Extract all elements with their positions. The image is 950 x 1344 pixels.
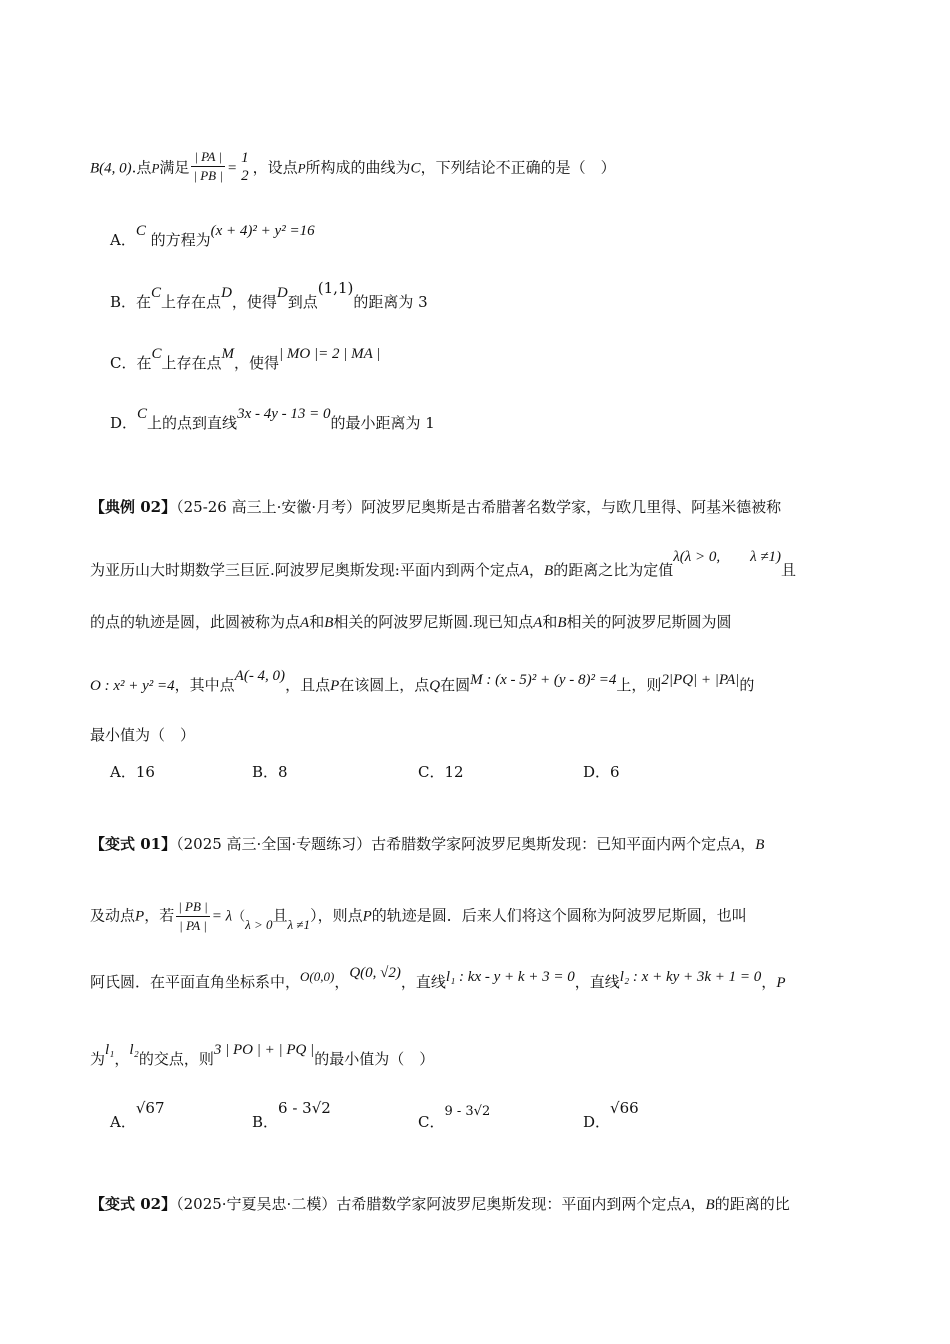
- variant-tag: 【变式 02】: [90, 1195, 177, 1213]
- ex2-line-2: 为亚历山大时期数学三巨匠.阿波罗尼奥斯发现:平面内到两个定点A，B的距离之比为定值λ(λ > 0, λ ≠1)且: [90, 549, 797, 579]
- q1-option-c: C．在C上存在点M，使得| MO |= 2 | MA |: [110, 346, 381, 372]
- fraction-pa-pb: $\frac{| PA |}{| PB |}$: [193, 149, 223, 183]
- q1-option-b: B．在C上存在点D，使得D到点(1,1)的距离为 3: [110, 279, 428, 311]
- variant-tag: 【变式 01】: [90, 835, 177, 853]
- ex2-line-1: 【典例 02】（25-26 高三上·安徽·月考）阿波罗尼奥斯是古希腊著名数学家，与欧几里得、阿基米德被称: [90, 498, 782, 516]
- math-equation: (x + 4)² + y² =16: [210, 223, 315, 239]
- q1-option-a: A．C 的方程为(x + 4)² + y² =16: [110, 223, 315, 249]
- var1-option-a: A．√67: [110, 1099, 165, 1131]
- ex2-line-3: 的点的轨迹是圆，此圆被称为点A和B相关的阿波罗尼斯圆.现已知点A和B相关的阿波罗尼斯圆为圆: [90, 613, 732, 631]
- ex2-option-d: D．6: [583, 763, 620, 781]
- var1-line-3: 阿氏圆．在平面直角坐标系中，O(0,0)，Q(0, √2)，直线l₁ : kx - y + k + 3 = 0，直线l₂ : x + ky + 3k + 1 = 0，P: [90, 965, 786, 991]
- ex2-line-5: 最小值为（ ）: [90, 726, 196, 744]
- ex2-option-a: A．16: [110, 763, 155, 781]
- var1-line-2: 及动点P，若 $\frac{| PB |}{| PA |}$ = λ（λ > 0且λ ≠1），则点P的轨迹是圆．后来人们将这个圆称为阿波罗尼斯圆，也叫: [90, 899, 747, 933]
- math-point-b: B(4, 0): [90, 160, 132, 177]
- fraction-pb-pa: $\frac{| PB |}{| PA |}$: [178, 899, 208, 933]
- fraction-half: 1 2: [241, 149, 249, 184]
- ex2-option-b: B．8: [252, 763, 288, 781]
- var1-option-b: B．6 - 3√2: [252, 1099, 331, 1131]
- ex2-option-c: C．12: [418, 763, 464, 781]
- ex2-line-4: O : x² + y² =4，其中点A(- 4, 0)，且点P在该圆上，点Q在圆M : (x - 5)² + (y - 8)² =4上，则2|PQ| + |PA|的: [90, 668, 755, 694]
- var2-line-1: 【变式 02】（2025·宁夏吴忠·二模）古希腊数学家阿波罗尼奥斯发现：平面内到两个定点A，B的距离的比: [90, 1195, 790, 1213]
- var1-line-1: 【变式 01】（2025 高三·全国·专题练习）古希腊数学家阿波罗尼奥斯发现：已知平面内两个定点A，B: [90, 835, 765, 853]
- var1-option-d: D．√66: [583, 1099, 639, 1131]
- example-tag: 【典例 02】: [90, 498, 177, 516]
- var1-line-4: 为l₁，l₂的交点，则3 | PO | + | PQ |的最小值为（ ）: [90, 1042, 435, 1068]
- q1-option-d: D．C上的点到直线3x - 4y - 13 = 0的最小距离为 1: [110, 406, 435, 432]
- var1-option-c: C．9 - 3√2: [418, 1104, 491, 1131]
- q1-stem: B(4, 0).点P满足 $\frac{| PA |}{| PB |}$ = 1 2 ，设点P所构成的曲线为C，下列结论不正确的是（ ）: [90, 149, 616, 184]
